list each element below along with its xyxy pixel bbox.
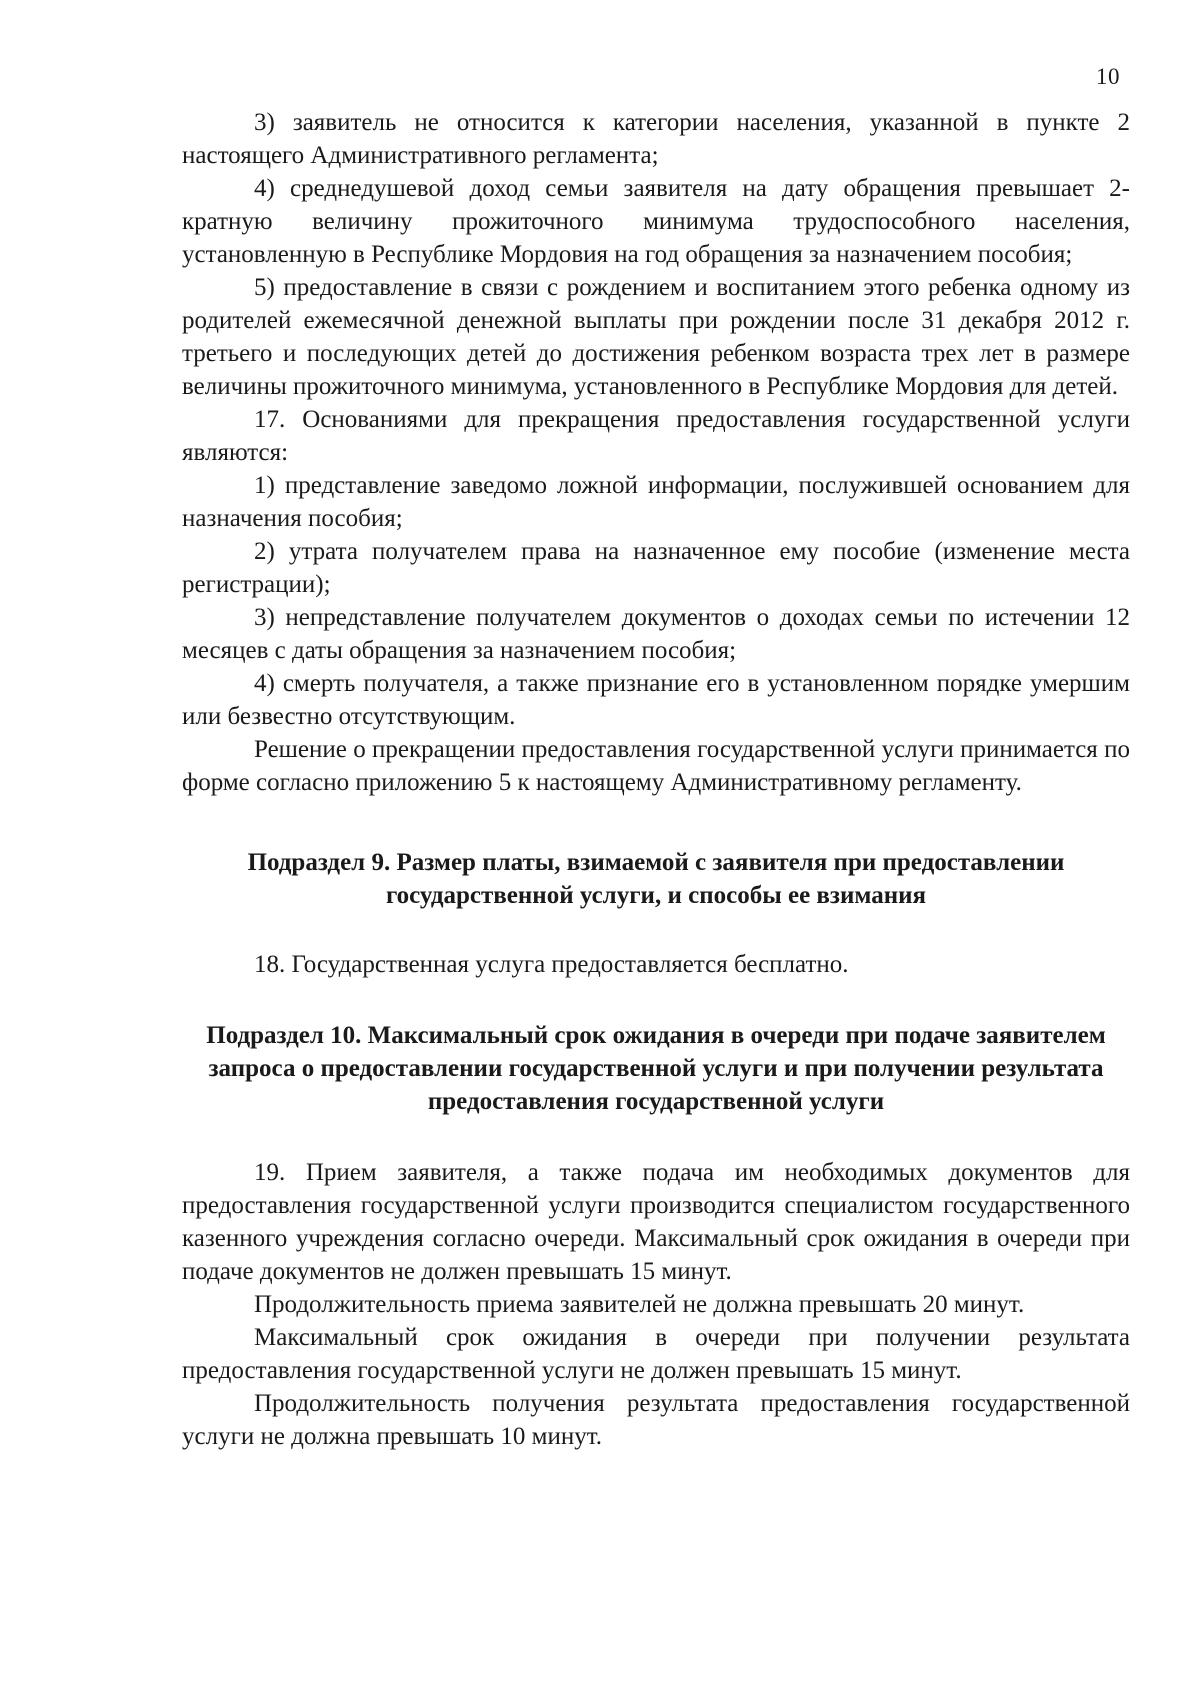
paragraph-clause-17-item-3: 3) непредставление получателем документов о доходах семьи по истечении 12 месяцев с даты обращения за назначением пособия; (182, 604, 1130, 664)
paragraph-result-wait: Максимальный срок ожидания в очереди при получении результата предоставления государственной услуги не должен превышать 15 минут. (182, 1324, 1130, 1384)
paragraph-termination-decision: Решение о прекращении предоставления государственной услуги принимается по форме согласно приложению 5 к настоящему Административному регламенту. (182, 736, 1130, 796)
page-number: 10 (1096, 64, 1120, 89)
document-body (182, 106, 1130, 1453)
paragraph-clause-17: 17. Основаниями для прекращения предоставления государственной услуги являются: (182, 406, 1130, 466)
paragraph-clause-17-item-4: 4) смерть получателя, а также признание его в установленном порядке умершим или безвестно отсутствующим. (182, 670, 1130, 730)
subsection-10-heading: Подраздел 10. Максимальный срок ожидания в очереди при подаче заявителем запроса о предоставлении государственной услуги и при получении результата предоставления государственной услуги (206, 1022, 1106, 1115)
paragraph-clause-17-item-1: 1) представление заведомо ложной информации, послужившей основанием для назначения пособия; (182, 472, 1130, 532)
subsection-9-heading: Подраздел 9. Размер платы, взимаемой с заявителя при предоставлении государственной услуги, и способы ее взимания (247, 849, 1065, 909)
paragraph-reception-duration: Продолжительность приема заявителей не должна превышать 20 минут. (254, 1291, 1025, 1318)
paragraph-item-5: 5) предоставление в связи с рождением и воспитанием этого ребенка одному из родителей ежемесячной денежной выплаты при рождении после 31 декабря 2012 г. третьего и последующих детей до достижения ребенком возраста трех лет в размере величины прожиточного минимума, установленного в Республике Мордовия для детей. (182, 274, 1130, 400)
paragraph-clause-19: 19. Прием заявителя, а также подача им необходимых документов для предоставления государственной услуги производится специалистом государственного казенного учреждения согласно очереди. Максимальный срок ожидания в очереди при подаче документов не должен превышать 15 минут. (182, 1159, 1130, 1285)
paragraph-clause-17-item-2: 2) утрата получателем права на назначенное ему пособие (изменение места регистрации); (182, 538, 1130, 598)
paragraph-result-duration: Продолжительность получения результата предоставления государственной услуги не должна превышать 10 минут. (182, 1390, 1130, 1450)
paragraph-item-4: 4) среднедушевой доход семьи заявителя на дату обращения превышает 2-кратную величину прожиточного минимума трудоспособного населения, установленную в Республике Мордовия на год обращения за назначением пособия; (182, 175, 1130, 268)
paragraph-clause-18: 18. Государственная услуга предоставляется бесплатно. (254, 951, 849, 978)
paragraph-item-3: 3) заявитель не относится к категории населения, указанной в пункте 2 настоящего Административного регламента; (182, 109, 1130, 169)
